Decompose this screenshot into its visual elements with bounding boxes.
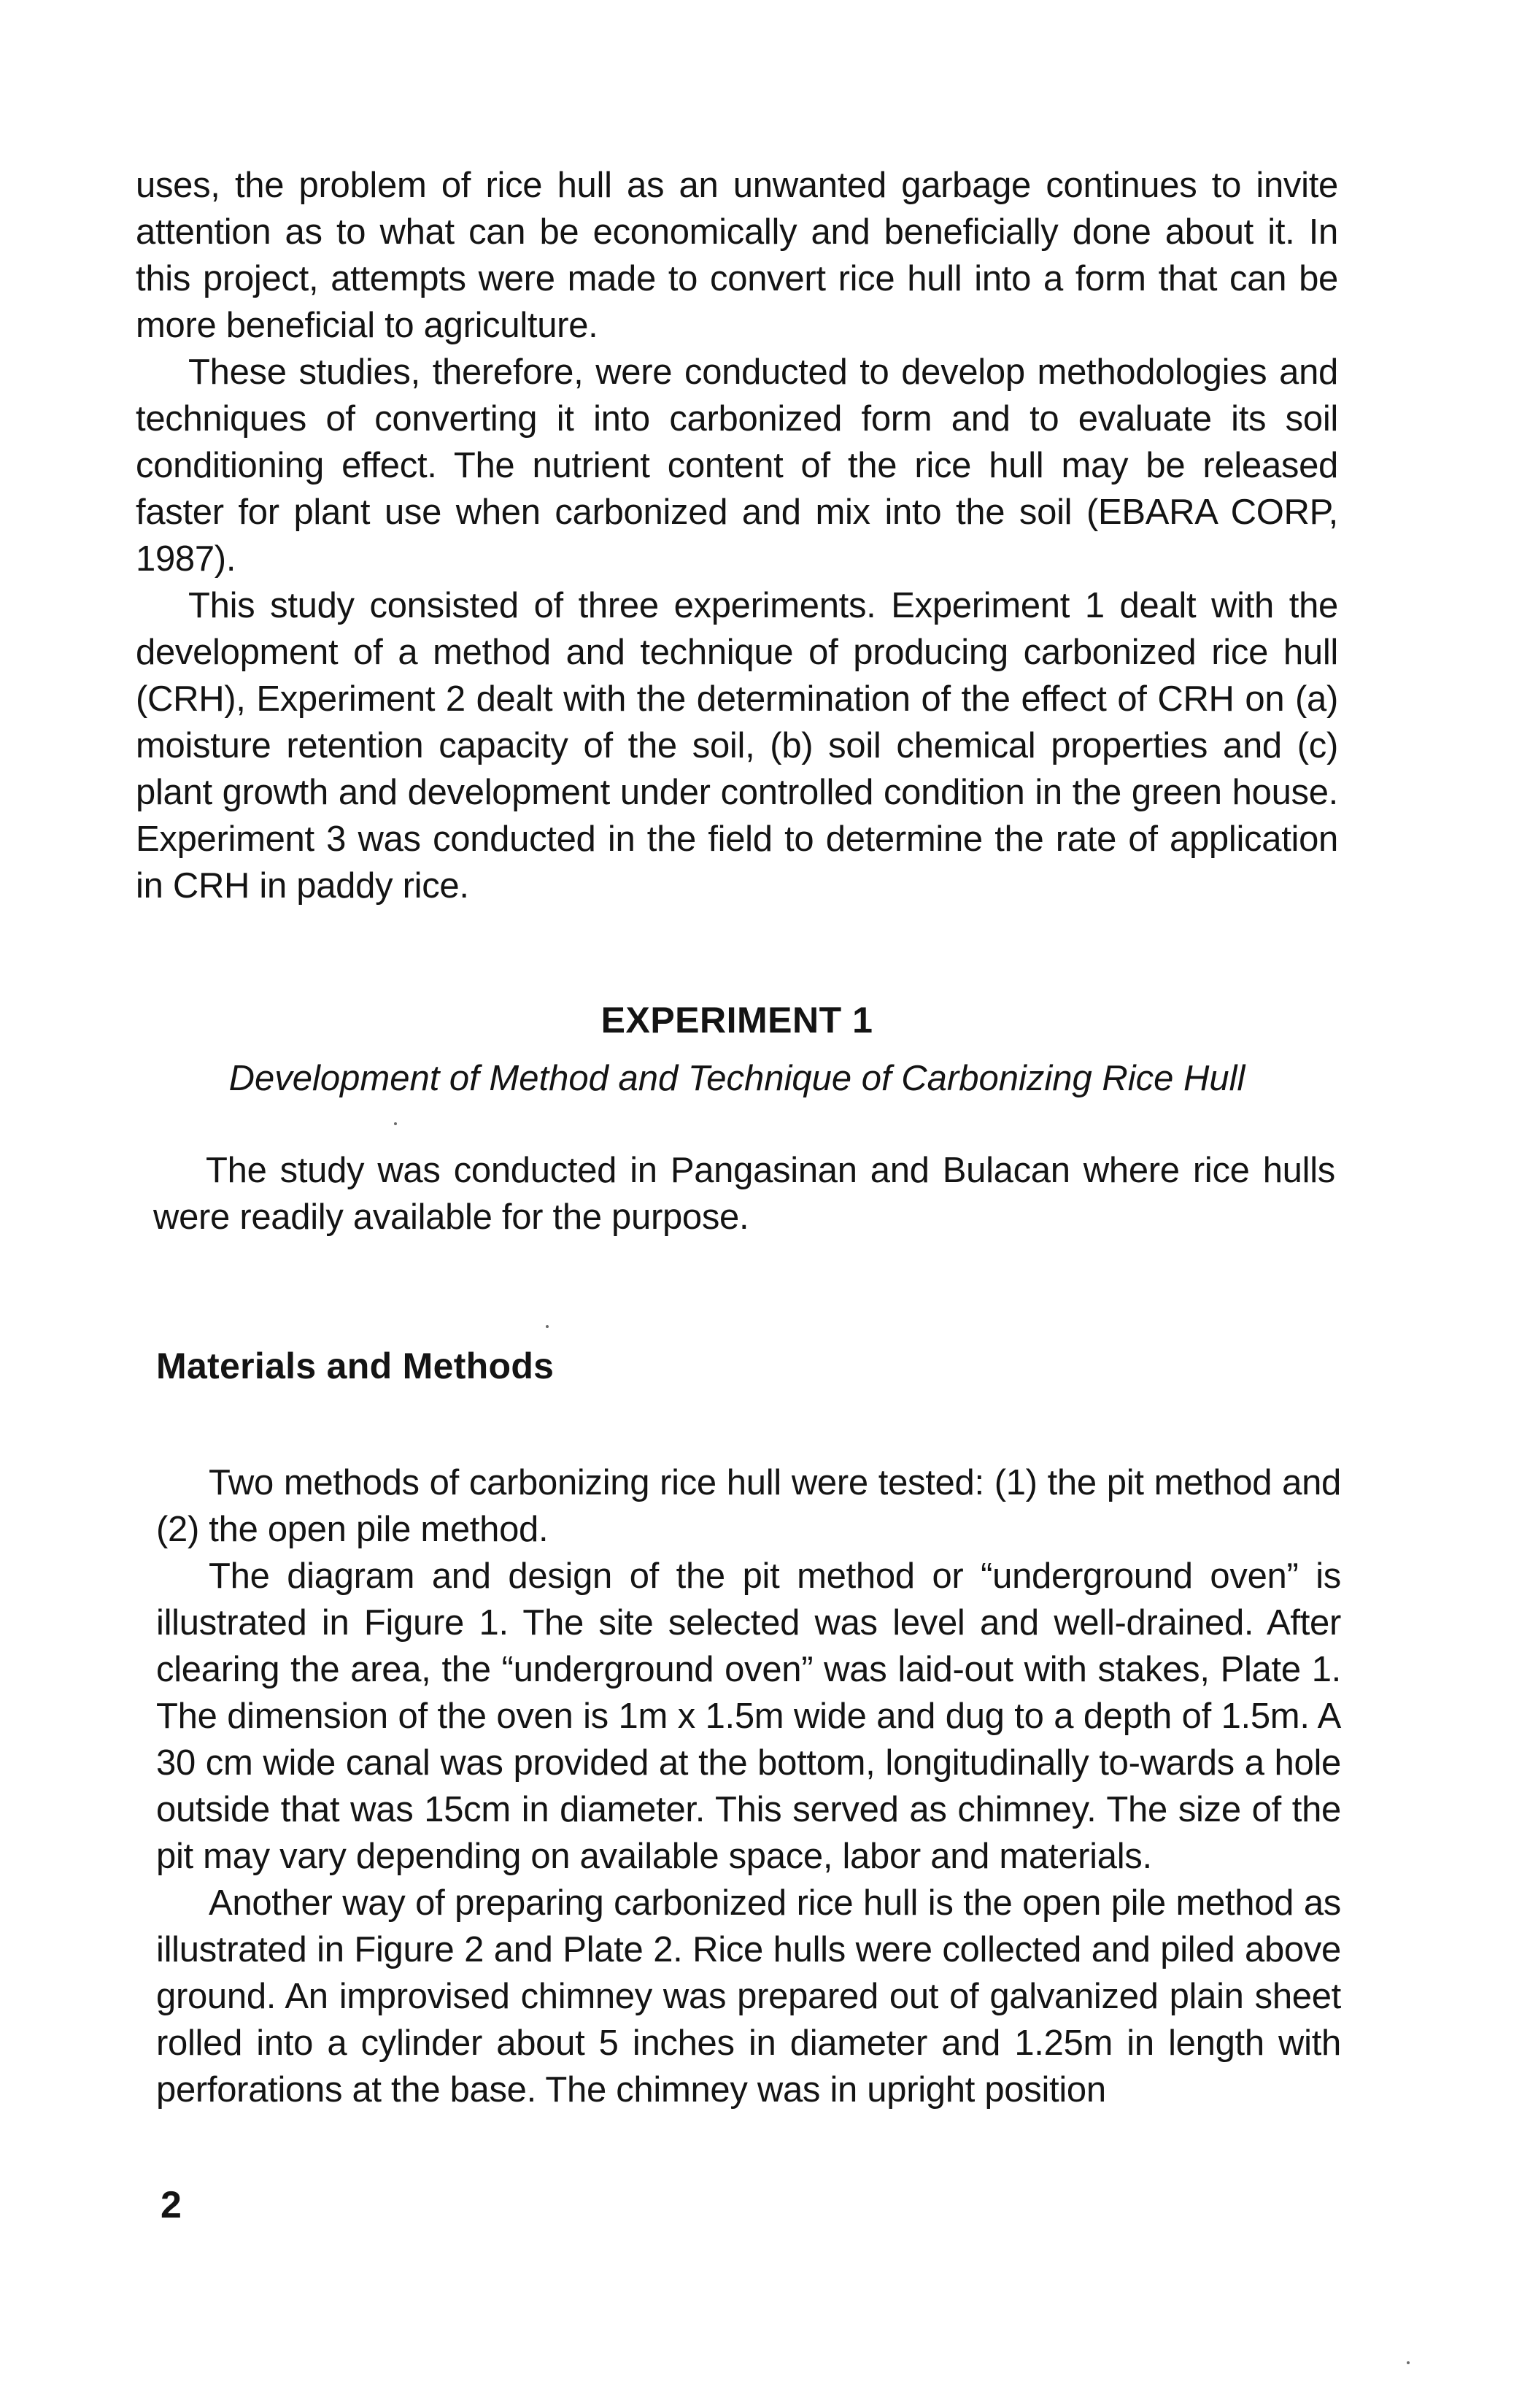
intro-paragraph-2: These studies, therefore, were conducted to develop methodologies and techniques of converting it into carbonized form and to evaluate its soil conditioning effect. The nutrient content of the rice hull may be released faster for plant use when carbonized and mix into the soil (EBARA CORP, 1987). (136, 352, 1338, 579)
experiment-subtitle: Development of Method and Technique of Carbonizing Rice Hull (228, 1059, 1245, 1098)
page-number: 2 (161, 2184, 182, 2226)
scan-speck (1407, 2361, 1410, 2364)
intro-section (136, 162, 1338, 909)
scan-speck (546, 1325, 549, 1328)
intro-paragraph-1: uses, the problem of rice hull as an unwanted garbage continues to invite attention as to what can be economically and beneficially done about it. In this project, attempts were made to convert rice hull into a form that can be more beneficial to agriculture. (136, 166, 1338, 345)
intro-paragraph-3: This study consisted of three experiments. Experiment 1 dealt with the development of a method and technique of producing carbonized rice hull (CRH), Experiment 2 dealt with the determination of the effect of CRH on (a) moisture retention capacity of the soil, (b) soil chemical properties and (c) plant growth and development under controlled condition in the green house. Experiment 3 was conducted in the field to determine the rate of application in CRH in paddy rice. (136, 586, 1338, 906)
study-paragraph: The study was conducted in Pangasinan and Bulacan where rice hulls were readily available for the purpose. (153, 1151, 1335, 1237)
methods-paragraph-1: Two methods of carbonizing rice hull were tested: (1) the pit method and (2) the open pile method. (156, 1463, 1341, 1549)
study-section (153, 1147, 1335, 1240)
materials-methods-section (156, 1459, 1341, 2113)
materials-methods-heading: Materials and Methods (156, 1346, 555, 1386)
scan-speck (394, 1122, 397, 1125)
methods-paragraph-2: The diagram and design of the pit method or “underground oven” is illustrated in Figure 1. The site selected was level and well-drained. After clearing the area, the “underground oven” was laid-out with stakes, Plate 1. The dimension of the oven is 1m x 1.5m wide and dug to a depth of 1.5m. A 30 cm wide canal was provided at the bottom, longitudinally to-wards a hole outside that was 15cm in diameter. This served as chimney. The size of the pit may vary depending on available space, labor and materials. (156, 1556, 1341, 1876)
experiment-heading: EXPERIMENT 1 (600, 1000, 873, 1041)
methods-paragraph-3: Another way of preparing carbonized rice hull is the open pile method as illustrated in Figure 2 and Plate 2. Rice hulls were collected and piled above ground. An improvised chimney was prepared out of galvanized plain sheet rolled into a cylinder about 5 inches in diameter and 1.25m in length with perforations at the base. The chimney was in upright position (156, 1883, 1341, 2110)
